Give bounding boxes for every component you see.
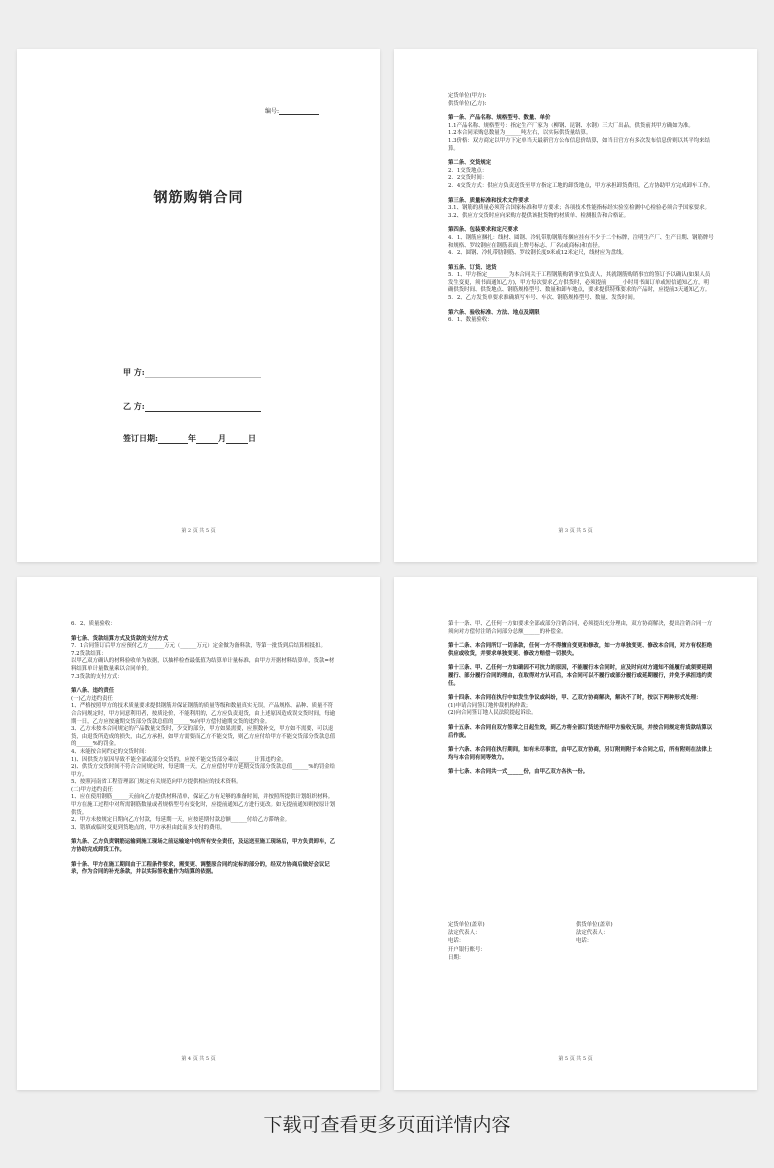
sign-date-line [123, 433, 256, 444]
clause-text: 4．1、钢筋应捆扎：线材、圆钢、冷轧带肋钢筋每捆应挂有不少于二个标牌，注明生产厂、生产日期、钢筋牌号和规格、罗纹钢应在钢筋表面上牌号标志、厂名(或商标)和直径。 [448, 234, 714, 249]
signature-field: 法定代表人： [448, 930, 481, 937]
signature-field: 电话： [576, 938, 593, 945]
contract-page-2 [394, 49, 757, 562]
section-heading: 第六条、验收标准、方法、地点及期限 [448, 309, 540, 316]
month-blank [196, 434, 218, 444]
section-heading: 第十二条、本合同所订一切条款，任何一方不得擅自变更和修改，如一方单独变更、修改本合同，对方有权拒绝供应或收货，并要求单独变更、修改方赔偿一切损失。 [448, 643, 713, 657]
clause-text: 供货单位(乙方): [448, 100, 487, 107]
signature-field: 日期： [448, 954, 465, 961]
section-heading: 第十七条、本合同共一式______份，由甲乙双方各执一份。 [448, 769, 589, 776]
party-b-line [123, 401, 261, 412]
clause-text: 4．2、圆钢、冷轧带肋钢筋、罗纹钢长度9米或12米定尺，线材应为盘线。 [448, 250, 627, 257]
clause-text: (2)向合同签订地人民法院提起诉讼。 [448, 710, 537, 717]
page-body [448, 621, 714, 777]
page-footer: 第 2 页 共 5 页 [181, 528, 216, 534]
clause-text: 1、应在使用钢筋______天前向乙方提供材料清单，保证乙方有足够的准备时间，并按照所提供计划组织材料。甲方在施工过程中对所需钢筋数量或者规格型号有变化时，应提前通知乙方进行更改。如无提前通知则按原计划供货。 [71, 794, 336, 816]
section-heading: 第三条、质量标准和技术文件要求 [448, 197, 529, 204]
section-heading: 第十四条、本合同在执行中如发生争议或纠纷，甲、乙双方协商解决，解决不了时，按以下两种形式处理： [448, 695, 702, 702]
page-footer: 第 3 页 共 5 页 [558, 528, 593, 534]
party-a-label: 甲 方: [123, 367, 145, 377]
contract-number-label: 编号: [265, 108, 280, 115]
section-heading: 第十六条、本合同在执行期间，如有未尽事宜，由甲乙双方协商，另订附则附于本合同之后，所有附则在法律上均与本合同有同等效力。 [448, 747, 713, 761]
signature-field: 法定代表人： [576, 930, 609, 937]
clause-text: 6．1、数量验收： [448, 317, 493, 324]
contract-number-blank [279, 108, 319, 115]
party-a-line [123, 367, 261, 378]
signature-field: 定货单位(盖章) [448, 922, 485, 928]
clause-text: 6．2、质量验收： [71, 621, 116, 627]
section-heading: 第八条、违约责任 [71, 688, 115, 695]
clause-text: 1、严格按照甲方的技术质量要求提供钢筋并保证钢筋的质量等级和数量真实无误，产品规格、品种、质量不符合合同规定时，甲方同意利用者，按质论价，不能利用的，乙方应负责退货，由上述原因造成误交货时间，每逾期一日，乙方应按逾期交货部分货款总值的______%向甲方偿付逾期交货的违约金。 [71, 703, 336, 725]
clause-text: 3.2、供应方交货时应向采购方提供该批货物的材质单、检测报告和合格证。 [448, 212, 630, 219]
contract-page-3 [17, 577, 380, 1090]
clause-text: 1.2本合同采购总数量为______吨左右，以实际供货量结算。 [448, 130, 592, 137]
signature-field: 供货单位(盖章) [576, 922, 613, 928]
clause-text: 第十一条、甲、乙任何一方如要求全部或部分注销合同，必须提出充分理由，双方协商解决，提出注销合同一方须向对方偿付注销合同部分总额______的补偿金。 [448, 621, 713, 635]
section-heading: 第四条、包装要求和定尺要求 [448, 227, 519, 234]
page-footer: 第 5 页 共 5 页 [558, 1056, 593, 1062]
clause-text: 5．1、甲方指定________为本合同关于工程钢筋购销事宜负责人，其就钢筋购销事宜的签订予以确认(如果人员发生变更，须书面通知乙方)，甲方每次要求乙方供货时，必须提前______小时用书面订单或短信通知乙方，明确供货时间、供货地点、钢筋规格型号、数量和卸车地点，要求提供特殊要求的产品时，应提前3天通知乙方。 [448, 272, 711, 294]
clause-text: (1)申请合同签订地仲裁机构仲裁； [448, 702, 532, 709]
clause-text: 5、按照河南省工程管理部门规定有关规范向甲方提供相应的技术资料。 [71, 779, 242, 786]
section-heading: 第二条、交货规定 [448, 160, 492, 167]
section-heading: 第九条、乙方负责钢筋运输到施工现场之前运输途中的所有安全责任，及运送至施工现场后，甲方负责卸车，乙方协助完成卸货工作。 [71, 839, 336, 854]
section-heading: 第五条、订货、送货 [448, 264, 497, 271]
clause-text: 3.1、钢筋的质量必须符合国家标准和甲方要求；各项技术性能指标经实验室检测中心检验必须合乎国家要求。 [448, 205, 710, 212]
clause-text: 2．1交货地点： [448, 167, 488, 174]
section-heading: 第十五条、本合同自双方签章之日起生效，到乙方将全部订货送齐经甲方验收无误，并按合同规定将货款结算以后作废。 [448, 724, 713, 739]
month-label: 月 [217, 433, 226, 443]
section-heading: 第一条、产品名称、规格型号、数量、单价 [448, 115, 551, 122]
clause-text: 5．2、乙方发货单要求准确填写车号、车次、钢筋规格型号、数量、发货时间。 [448, 295, 639, 302]
contract-title: 钢筋购销合同 [153, 190, 244, 206]
contract-number [265, 106, 319, 115]
page-footer: 第 4 页 共 5 页 [181, 1056, 216, 1062]
clause-text: 3、乙方未按本合同规定的产品数量交货时，少交的部分，甲方如果需要，应照数补交，甲方如不需要，可以退货，由退货所造成的损失，由乙方承担，如甲方需要而乙方不能交货，则乙方应付给甲方不能交货部分货款总值的______%的罚金。 [71, 726, 336, 748]
party-b-label: 乙 方: [123, 401, 145, 411]
day-label: 日 [247, 433, 256, 443]
clause-text: (二)甲方违约责任 [71, 786, 113, 793]
signature-block-buyer [448, 921, 486, 962]
download-caption: 下载可查看更多页面详情内容 [263, 1114, 511, 1136]
clause-text: 4、未能按合同约定的交货时间： [71, 748, 150, 755]
signature-block-seller [576, 921, 613, 946]
section-heading: 第十条、甲方在施工期间由于工程条件要求，需变更、调整原合同约定标的部分的，经双方协商后做好会议记录，作为合同的补充条款，并以实际签收量作为结算的依据。 [71, 861, 330, 876]
clause-text: 2、甲方未按规定日期向乙方付款，每延期一天，应按延期付款总额______付给乙方滞纳金。 [71, 817, 291, 824]
page-body [448, 93, 714, 325]
clause-text: 7.2货款结算： [71, 650, 107, 657]
clause-text: 3、错填或临时变更到货地点的，甲方承担由此而多支付的费用。 [71, 824, 226, 831]
page-body [71, 621, 337, 877]
section-heading: 第十三条、甲、乙任何一方如确因不可抗力的原因，不能履行本合同时，应及时向对方通知不能履行或须要延期履行、部分履行合同的理由，在取得对方认可后，本合同可以不履行或部分履行或延期履行，并免予承担违约责任。 [448, 665, 713, 687]
clause-text: (一)乙方违约责任 [71, 695, 113, 702]
clause-text: 1.1产品名称、规格型号：指定生产厂家为（柳钢、昆钢、水钢）三大厂出品，供货前其甲方确如为准。 [448, 122, 694, 129]
clause-text: 2．2交货时间： [448, 175, 488, 182]
party-a-blank [145, 368, 261, 378]
party-b-blank [145, 402, 261, 412]
section-heading: 第七条、货款结算方式及货款的支付方式 [71, 635, 169, 642]
clause-text: 7.3货款的支付方式： [71, 673, 123, 680]
clause-text: 以甲乙双方确认的材料验收单为依据，以抽样检查最低值为结算单计量标准，由甲方开据材料结算单，货款=材料结算单计量数量乘以合同单价。 [71, 658, 335, 672]
clause-text: 2)、供货方交货时间不符合合同规定时，每延期一天，乙方应偿付甲方延期交货部分货款总值______%的罚金给甲方。 [71, 764, 336, 778]
clause-text: 1)、因供货方原因导致不能全部或部分交货的，应按不能交货部分乘以______计算违约金。 [71, 756, 287, 763]
clause-text: 定货单位(甲方): [448, 93, 487, 99]
year-label: 年 [187, 433, 196, 443]
year-blank [158, 434, 188, 444]
sign-date-label: 签订日期: [123, 433, 158, 443]
clause-text: 1.3价格：双方商定以甲方下定单当天最新官方公布信息价结算，如当日官方有多次发布信息价则以其平均来结算。 [448, 137, 710, 152]
contract-page-cover [17, 49, 380, 562]
day-blank [226, 434, 248, 444]
contract-page-4 [394, 577, 757, 1090]
signature-field: 电话： [448, 938, 465, 945]
clause-text: 7．1合同签订后甲方应预付乙方______万元（______万元）定金做为备料款，等第一批货到后结算相抵扣。 [71, 643, 326, 650]
clause-text: 2．4交货方式：供应方负责送货至甲方指定工地的卸货地点，甲方承担卸货费用，乙方协助甲方完成卸车工作。 [448, 182, 714, 189]
signature-field: 开户银行账号： [448, 946, 486, 953]
